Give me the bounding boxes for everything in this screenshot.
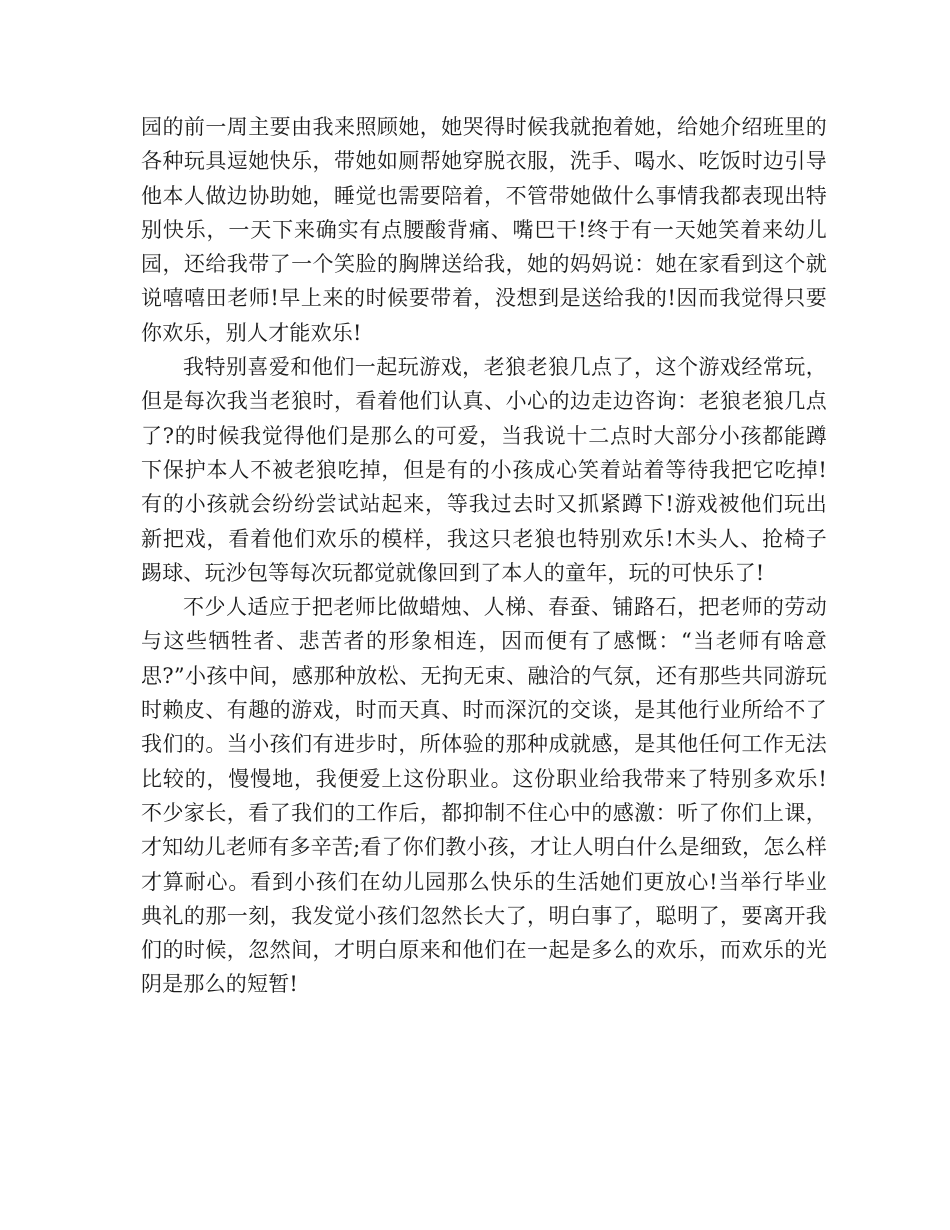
paragraph-2: 我特别喜爱和他们一起玩游戏，老狼老狼几点了，这个游戏经常玩，但是每次我当老狼时，看着他们认真、小心的边走边咨询：老狼老狼几点了?的时候我觉得他们是那么的可爱，当我说十二点时大部分小孩都能蹲下保护本人不被老狼吃掉，但是有的小孩成心笑着站着等待我把它吃掉!有的小孩就会纷纷尝试站起来，等我过去时又抓紧蹲下!游戏被他们玩出新把戏，看着他们欢乐的模样，我这只老狼也特别欢乐!木头人、抢椅子踢球、玩沙包等每次玩都觉就像回到了本人的童年，玩的可快乐了! [141,355,827,585]
document-body [141,110,827,1002]
paragraph-1: 园的前一周主要由我来照顾她，她哭得时候我就抱着她，给她介绍班里的各种玩具逗她快乐，带她如厕帮她穿脱衣服，洗手、喝水、吃饭时边引导他本人做边协助她，睡觉也需要陪着，不管带她做什么事情我都表现出特别快乐，一天下来确实有点腰酸背痛、嘴巴干!终于有一天她笑着来幼儿园，还给我带了一个笑脸的胸牌送给我，她的妈妈说：她在家看到这个就说嘻嘻田老师!早上来的时候要带着，没想到是送给我的!因而我觉得只要你欢乐，别人才能欢乐! [141,115,827,345]
paragraph-3: 不少人适应于把老师比做蜡烛、人梯、春蚕、铺路石，把老师的劳动与这些牺牲者、悲苦者的形象相连，因而便有了感慨：“当老师有啥意思?”小孩中间，感那种放松、无拘无束、融洽的气氛，还有那些共同游玩时赖皮、有趣的游戏，时而天真、时而深沉的交谈，是其他行业所给不了我们的。当小孩们有进步时，所体验的那种成就感，是其他任何工作无法比较的，慢慢地，我便爱上这份职业。这份职业给我带来了特别多欢乐!不少家长，看了我们的工作后，都抑制不住心中的感激：听了你们上课，才知幼儿老师有多辛苦;看了你们教小孩，才让人明白什么是细致，怎么样才算耐心。看到小孩们在幼儿园那么快乐的生活她们更放心!当举行毕业典礼的那一刻，我发觉小孩们忽然长大了，明白事了，聪明了，要离开我们的时候，忽然间，才明白原来和他们在一起是多么的欢乐，而欢乐的光阴是那么的短暂! [141,595,827,997]
